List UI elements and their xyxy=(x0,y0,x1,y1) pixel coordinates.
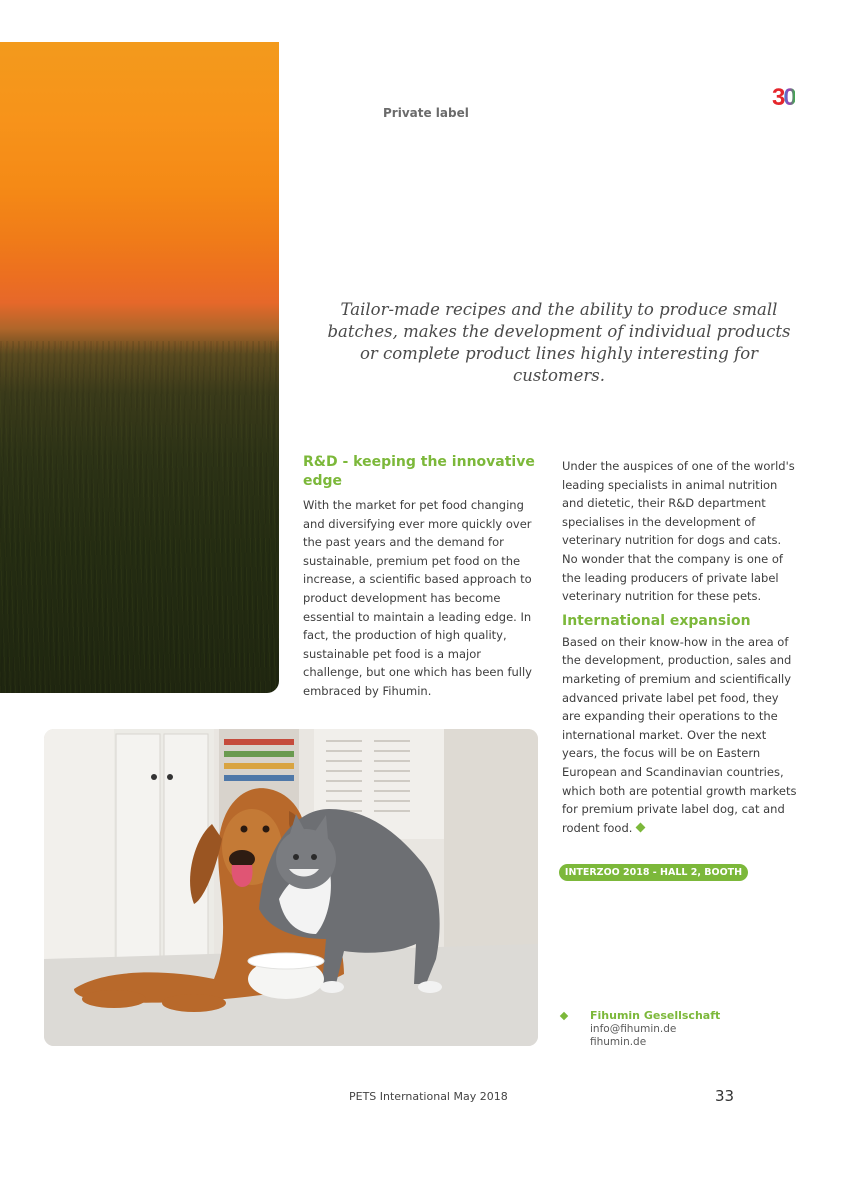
contact-bullet-icon xyxy=(560,1012,568,1020)
intl-paragraph-text: Based on their know-how in the area of the development, production, sales and marketing of premium and scientifically advanced private label pet food, they are expanding their operations to the international market. Over the next years, the focus will be on Eastern European and Scandinavian countries, which both are potential growth markets for premium private label dog, cat and rodent food. xyxy=(562,634,797,835)
contact-website[interactable]: fihumin.de xyxy=(590,1036,647,1048)
sunset-field-photo xyxy=(0,42,279,693)
contact-block xyxy=(590,1009,720,1050)
end-bullet-icon xyxy=(636,822,646,832)
intl-heading: International expansion xyxy=(562,612,751,629)
grass-texture xyxy=(0,341,279,693)
company-name: Fihumin Gesellschaft xyxy=(590,1009,721,1022)
magazine-footer: PETS International May 2018 xyxy=(349,1090,508,1103)
dog-and-cat-illustration xyxy=(44,729,538,1046)
logo-digit-zero: 0 xyxy=(783,84,795,111)
page-number: 33 xyxy=(715,1087,735,1105)
intl-paragraph xyxy=(562,633,798,838)
article-column-left xyxy=(303,453,539,701)
section-label: Private label xyxy=(383,106,469,120)
logo-digit-three: 3 xyxy=(772,84,784,111)
dog-and-cat-photo xyxy=(44,729,538,1046)
article-column-right xyxy=(562,457,798,837)
anniversary-30-logo xyxy=(772,84,795,112)
event-badge: INTERZOO 2018 - HALL 2, BOOTH 210 xyxy=(559,864,748,881)
rd-paragraph: With the market for pet food changing and diversifying ever more quickly over the past years and the demand for sustainable, premium pet food on the increase, a scientific based approach to product development has become essential to maintain a leading edge. In fact, the production of high quality, sustainable pet food is a major challenge, but one which has been fully embraced by Fihumin. xyxy=(303,498,532,698)
rd-heading: R&D - keeping the innovative edge xyxy=(303,454,535,489)
pull-quote: Tailor-made recipes and the ability to produce small batches, makes the development of individual products or complete product lines highly interesting for customers. xyxy=(327,300,791,385)
rd-paragraph-2: Under the auspices of one of the world's leading specialists in animal nutrition and dietetic, their R&D department specialises in the development of veterinary nutrition for dogs and cats. No wonder that the company is one of the leading producers of private label veterinary nutrition for these pets. xyxy=(562,459,795,604)
contact-email[interactable]: info@fihumin.de xyxy=(590,1022,677,1035)
